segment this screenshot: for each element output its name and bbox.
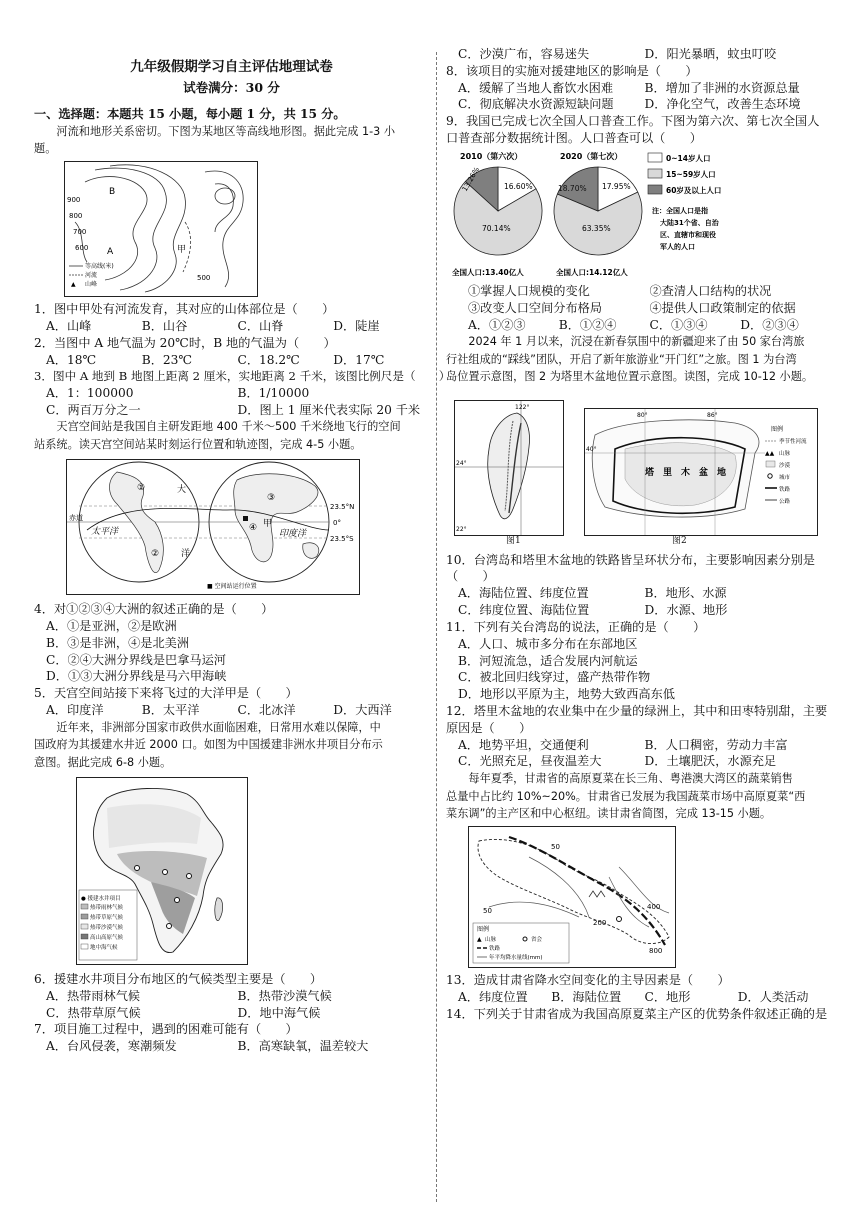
pie-2020-footer: 全国人口:14.12亿人 bbox=[556, 267, 628, 277]
question-4: 4．对①②③④大洲的叙述正确的是（ ） bbox=[34, 602, 274, 617]
svg-text:23.5°S: 23.5°S bbox=[330, 535, 354, 544]
svg-text:800: 800 bbox=[69, 212, 83, 221]
pie-2020-label-15-59: 63.35% bbox=[582, 223, 611, 233]
question-11-option-c[interactable]: C．被北回归线穿过，盛产热带作物 bbox=[458, 670, 651, 685]
svg-text:地: 地 bbox=[717, 467, 727, 478]
pie-2010-label-15-59: 70.14% bbox=[482, 223, 511, 233]
question-8-options-ab: A．缓解了当地人畜饮水困难 B．增加了非洲的水资源总量 bbox=[458, 80, 800, 95]
column-divider bbox=[436, 52, 437, 1202]
gansu-map-figure bbox=[468, 826, 676, 968]
svg-text:86°: 86° bbox=[707, 411, 718, 419]
question-8: 8．该项目的实施对援建地区的影响是（ ） bbox=[446, 63, 698, 78]
question-4-option-a[interactable]: A．①是亚洲，②是欧洲 bbox=[46, 618, 177, 633]
svg-text:印度洋: 印度洋 bbox=[279, 529, 307, 540]
svg-text:▲: ▲ bbox=[477, 936, 482, 944]
question-7: 7．项目施工过程中，遇到的困难可能有（ ） bbox=[34, 1022, 298, 1037]
question-11: 11．下列有关台湾岛的说法，正确的是（ ） bbox=[446, 619, 706, 634]
svg-text:图例: 图例 bbox=[477, 926, 490, 934]
question-6: 6．援建水井项目分布地区的气候类型主要是（ ） bbox=[34, 971, 323, 986]
question-6-options-cd: C．热带草原气候 D．地中海气候 bbox=[46, 1005, 321, 1020]
svg-text:22°: 22° bbox=[456, 525, 467, 533]
svg-text:0°: 0° bbox=[333, 519, 341, 528]
legend-0-14: 0~14岁人口 bbox=[666, 153, 711, 163]
right-column bbox=[446, 46, 831, 1023]
svg-text:23.5°N: 23.5°N bbox=[330, 503, 355, 512]
note-line-2: 大陆31个省、自治 bbox=[660, 218, 719, 227]
svg-text:年平均降水量线(mm): 年平均降水量线(mm) bbox=[489, 955, 543, 962]
legend-15-59: 15~59岁人口 bbox=[666, 169, 716, 179]
page-title: 九年级假期学习自主评估地理试卷 bbox=[130, 59, 333, 75]
pie-2020-label-0-14: 17.95% bbox=[602, 181, 631, 191]
svg-text:塔: 塔 bbox=[645, 467, 655, 478]
question-12-line-1: 12．塔里木盆地的农业集中在少量的绿洲上，其中和田枣特别甜，主要 bbox=[446, 703, 828, 718]
question-11-option-a[interactable]: A．人口、城市多分布在东部地区 bbox=[458, 636, 638, 651]
svg-text:122°: 122° bbox=[515, 403, 530, 411]
svg-text:山脉: 山脉 bbox=[779, 450, 791, 457]
svg-text:铁路: 铁路 bbox=[779, 486, 791, 493]
question-12-line-2: 原因是（ ） bbox=[446, 720, 532, 735]
census-pie-svg bbox=[452, 149, 752, 281]
point-b-label: B bbox=[109, 187, 116, 198]
question-8-options-cd: C．彻底解决水资源短缺问题 D．净化空气，改善生态环境 bbox=[458, 97, 801, 112]
svg-text:▲▲: ▲▲ bbox=[765, 449, 775, 457]
space-station-orbit-figure bbox=[66, 459, 360, 595]
svg-text:50: 50 bbox=[483, 907, 492, 916]
question-10-options-cd: C．纬度位置、海陆位置 D．水源、地形 bbox=[458, 603, 728, 618]
svg-text:铁路: 铁路 bbox=[489, 946, 501, 953]
figure-2-caption: 图2 bbox=[672, 535, 687, 546]
svg-text:80°: 80° bbox=[637, 411, 648, 419]
question-2: 2．当图中 A 地气温为 20℃时，B 地的气温为（ ） bbox=[34, 336, 336, 351]
svg-text:沙漠: 沙漠 bbox=[779, 462, 791, 469]
question-6-options-ab: A．热带雨林气候 B．热带沙漠气候 bbox=[46, 988, 332, 1003]
svg-text:600: 600 bbox=[75, 244, 89, 253]
svg-text:700: 700 bbox=[73, 228, 87, 237]
africa-climate-map bbox=[77, 778, 247, 964]
svg-text:山脉: 山脉 bbox=[485, 937, 497, 944]
svg-text:盆: 盆 bbox=[699, 467, 709, 478]
svg-text:季节性河流: 季节性河流 bbox=[779, 438, 807, 445]
question-12-options-cd: C．光照充足，昼夜温差大 D．土壤肥沃，水源充足 bbox=[458, 754, 777, 769]
question-1-options: A．山峰 B．山谷 C．山脊 D．陡崖 bbox=[46, 319, 380, 334]
note-line-3: 区、直辖市和现役 bbox=[660, 230, 716, 239]
intro-paragraph-3: 近年来，非洲部分国家市政供水面临困难，日常用水难以保障，中 国政府为其援建水井近 2000 口。如图为中国援建非洲水井项目分布示 意图。据此完成 6-8 小题。 bbox=[34, 720, 383, 769]
question-2-options: A．18℃ B．23℃ C．18.2℃ D．17℃ bbox=[46, 352, 385, 367]
question-4-option-c[interactable]: C．②④大洲分界线是巴拿马运河 bbox=[46, 652, 226, 667]
note-line-4: 军人的人口 bbox=[660, 242, 695, 251]
svg-text:热带雨林气候: 热带雨林气候 bbox=[90, 904, 124, 911]
question-12-options-ab: A．地势平坦，交通便利 B．人口稠密，劳动力丰富 bbox=[458, 737, 788, 752]
svg-text:■ 空间站运行位置: ■ 空间站运行位置 bbox=[207, 583, 257, 591]
svg-text:热带沙漠气候: 热带沙漠气候 bbox=[90, 924, 124, 931]
svg-text:24°: 24° bbox=[456, 459, 467, 467]
svg-text:里: 里 bbox=[663, 467, 673, 478]
svg-text:河流: 河流 bbox=[85, 272, 98, 280]
contour-map bbox=[65, 162, 257, 296]
census-pie-charts bbox=[452, 149, 752, 281]
svg-text:③: ③ bbox=[267, 493, 276, 504]
question-4-option-d[interactable]: D．①③大洲分界线是马六甲海峡 bbox=[46, 669, 227, 684]
question-4-option-b[interactable]: B．③是非洲，④是北美洲 bbox=[46, 635, 190, 650]
pie-2010-label-60: 13.26% bbox=[460, 165, 482, 193]
intro-paragraph-1: 河流和地形关系密切。下图为某地区等高线地形图。据此完成 1-3 小 题。 bbox=[34, 124, 396, 156]
question-3: 3．图中 A 地到 B 地图上距离 2 厘米，实地距离 2 千米，该图比例尺是（ ） bbox=[34, 368, 451, 383]
intro-paragraph-5: 每年夏季，甘肃省的高原夏菜在长三角、粤港澳大湾区的蔬菜销售 总量中占比约 10%~20%。甘肃省已发展为我国蔬菜市场中高原夏菜“西 菜东调”的主产区和中心枢纽。读甘肃省简图，完成 13-15 小题。 bbox=[446, 772, 806, 821]
question-13: 13．造成甘肃省降水空间变化的主导因素是（ ） bbox=[446, 973, 730, 988]
svg-text:等高线(米): 等高线(米) bbox=[85, 263, 114, 271]
figure-1-caption: 图1 bbox=[506, 535, 521, 546]
svg-text:洋: 洋 bbox=[181, 549, 191, 560]
svg-text:图例: 图例 bbox=[771, 425, 784, 433]
svg-text:①: ① bbox=[137, 483, 146, 494]
taiwan-map bbox=[454, 400, 564, 536]
svg-text:400: 400 bbox=[647, 903, 661, 912]
svg-text:800: 800 bbox=[649, 947, 663, 956]
svg-text:大: 大 bbox=[177, 485, 187, 496]
svg-text:赤道: 赤道 bbox=[69, 514, 83, 523]
note-line-1: 注：全国人口是指 bbox=[652, 206, 708, 215]
legend-60: 60岁及以上人口 bbox=[666, 185, 722, 195]
svg-text:省会: 省会 bbox=[531, 937, 543, 944]
world-hemispheres-map bbox=[67, 460, 359, 594]
pie-2020 bbox=[554, 167, 642, 255]
svg-text:▲: ▲ bbox=[71, 281, 76, 289]
page-subtitle: 试卷满分：30 分 bbox=[183, 79, 280, 95]
pie-2010-label-0-14: 16.60% bbox=[504, 181, 533, 191]
question-9-line-2: 口普查部分数据统计图。人口普查可以（ ） bbox=[446, 131, 702, 146]
svg-text:公路: 公路 bbox=[779, 498, 791, 505]
svg-text:40°: 40° bbox=[586, 445, 597, 453]
question-3-options-ab: A．1：100000 B．1/10000 bbox=[46, 385, 310, 400]
svg-text:● 援建水井项目: ● 援建水井项目 bbox=[81, 895, 121, 902]
question-3-options-cd: C．两百万分之一 D．图上 1 厘米代表实际 20 千米 bbox=[46, 402, 421, 417]
intro-paragraph-2: 天宫空间站是我国自主研发距地 400 千米～500 千米绕地飞行的空间 站系统。读天宫空间站某时刻运行位置和轨迹图，完成 4-5 小题。 bbox=[34, 420, 401, 451]
contour-map-figure bbox=[64, 161, 258, 297]
question-5-options: A．印度洋 B．太平洋 C．北冰洋 D．大西洋 bbox=[46, 703, 392, 718]
svg-text:太平洋: 太平洋 bbox=[91, 527, 119, 538]
svg-text:900: 900 bbox=[67, 196, 81, 205]
pie-2020-title: 2020（第七次） bbox=[560, 151, 623, 161]
question-11-option-b[interactable]: B．河短流急，适合发展内河航运 bbox=[458, 653, 638, 668]
section-heading: 一、选择题：本题共 15 小题，每小题 1 分，共 15 分。 bbox=[34, 106, 346, 121]
question-9-line-1: 9．我国已完成七次全国人口普查工作。下图为第六次、第七次全国人 bbox=[446, 114, 820, 129]
question-9-options: A．①②③ B．①②④ C．①③④ D．②③④ bbox=[468, 317, 799, 332]
svg-text:500: 500 bbox=[197, 274, 211, 283]
question-13-options: A．纬度位置 B．海陆位置 C．地形 D．人类活动 bbox=[458, 990, 809, 1005]
question-9-statements-12: ①掌握人口规模的变化 ②查清人口结构的状况 bbox=[468, 283, 772, 298]
svg-text:50: 50 bbox=[551, 843, 560, 852]
intro-paragraph-4: 2024 年 1 月以来，沉浸在新春氛围中的新疆迎来了由 50 家台湾旅 行社组成的“踩线”团队，开启了新年旅游业“开门红”之旅。图 1 为台湾 岛位置示意图，图 2 为塔里木盆地位置示意图。读图，完成 10-12 小题。 bbox=[446, 335, 814, 384]
point-a-label: A bbox=[107, 247, 114, 258]
question-10-line-2: （ ） bbox=[446, 569, 495, 584]
pie-2010-footer: 全国人口:13.40亿人 bbox=[452, 267, 524, 277]
left-column bbox=[34, 0, 451, 1055]
svg-text:城市: 城市 bbox=[779, 474, 791, 481]
svg-text:山峰: 山峰 bbox=[85, 281, 98, 289]
jia-label: 甲 bbox=[177, 245, 187, 256]
question-10-options-ab: A．海陆位置、纬度位置 B．地形、水源 bbox=[458, 586, 727, 601]
question-11-option-d[interactable]: D．地形以平原为主，地势大致西高东低 bbox=[458, 687, 675, 702]
pie-2020-label-60: 18.70% bbox=[558, 183, 587, 193]
svg-text:地中海气候: 地中海气候 bbox=[90, 944, 118, 951]
gansu-precipitation-map bbox=[469, 827, 675, 967]
svg-text:木: 木 bbox=[681, 467, 691, 478]
question-10-line-1: 10．台湾岛和塔里木盆地的铁路皆呈环状分布，主要影响因素分别是 bbox=[446, 552, 815, 567]
question-14: 14．下列关于甘肃省成为我国高原夏菜主产区的优势条件叙述正确的是 bbox=[446, 1007, 828, 1022]
africa-wells-figure bbox=[76, 777, 248, 965]
svg-text:热带草原气候: 热带草原气候 bbox=[90, 914, 124, 921]
question-7-options-cd: C．沙漠广布，容易迷失 D．阳光暴晒，蚊虫叮咬 bbox=[458, 47, 777, 61]
question-1: 1．图中甲处有河流发育，其对应的山体部位是（ ） bbox=[34, 302, 335, 317]
svg-text:高山高原气候: 高山高原气候 bbox=[90, 934, 124, 941]
taiwan-tarim-figure bbox=[446, 390, 826, 550]
svg-text:④: ④ bbox=[249, 523, 258, 534]
question-7-options-ab: A．台风侵袭，寒潮频发 B．高寒缺氧，温差较大 bbox=[46, 1039, 369, 1054]
question-5: 5．天宫空间站接下来将飞过的大洋甲是（ ） bbox=[34, 686, 298, 701]
pie-2010-title: 2010（第六次） bbox=[460, 151, 523, 161]
svg-text:甲: 甲 bbox=[263, 519, 273, 530]
svg-text:②: ② bbox=[151, 549, 160, 560]
tarim-basin-map bbox=[584, 408, 818, 536]
question-9-statements-34: ③改变人口空间分布格局 ④提供人口政策制定的依据 bbox=[468, 300, 796, 315]
svg-text:200: 200 bbox=[593, 919, 607, 928]
